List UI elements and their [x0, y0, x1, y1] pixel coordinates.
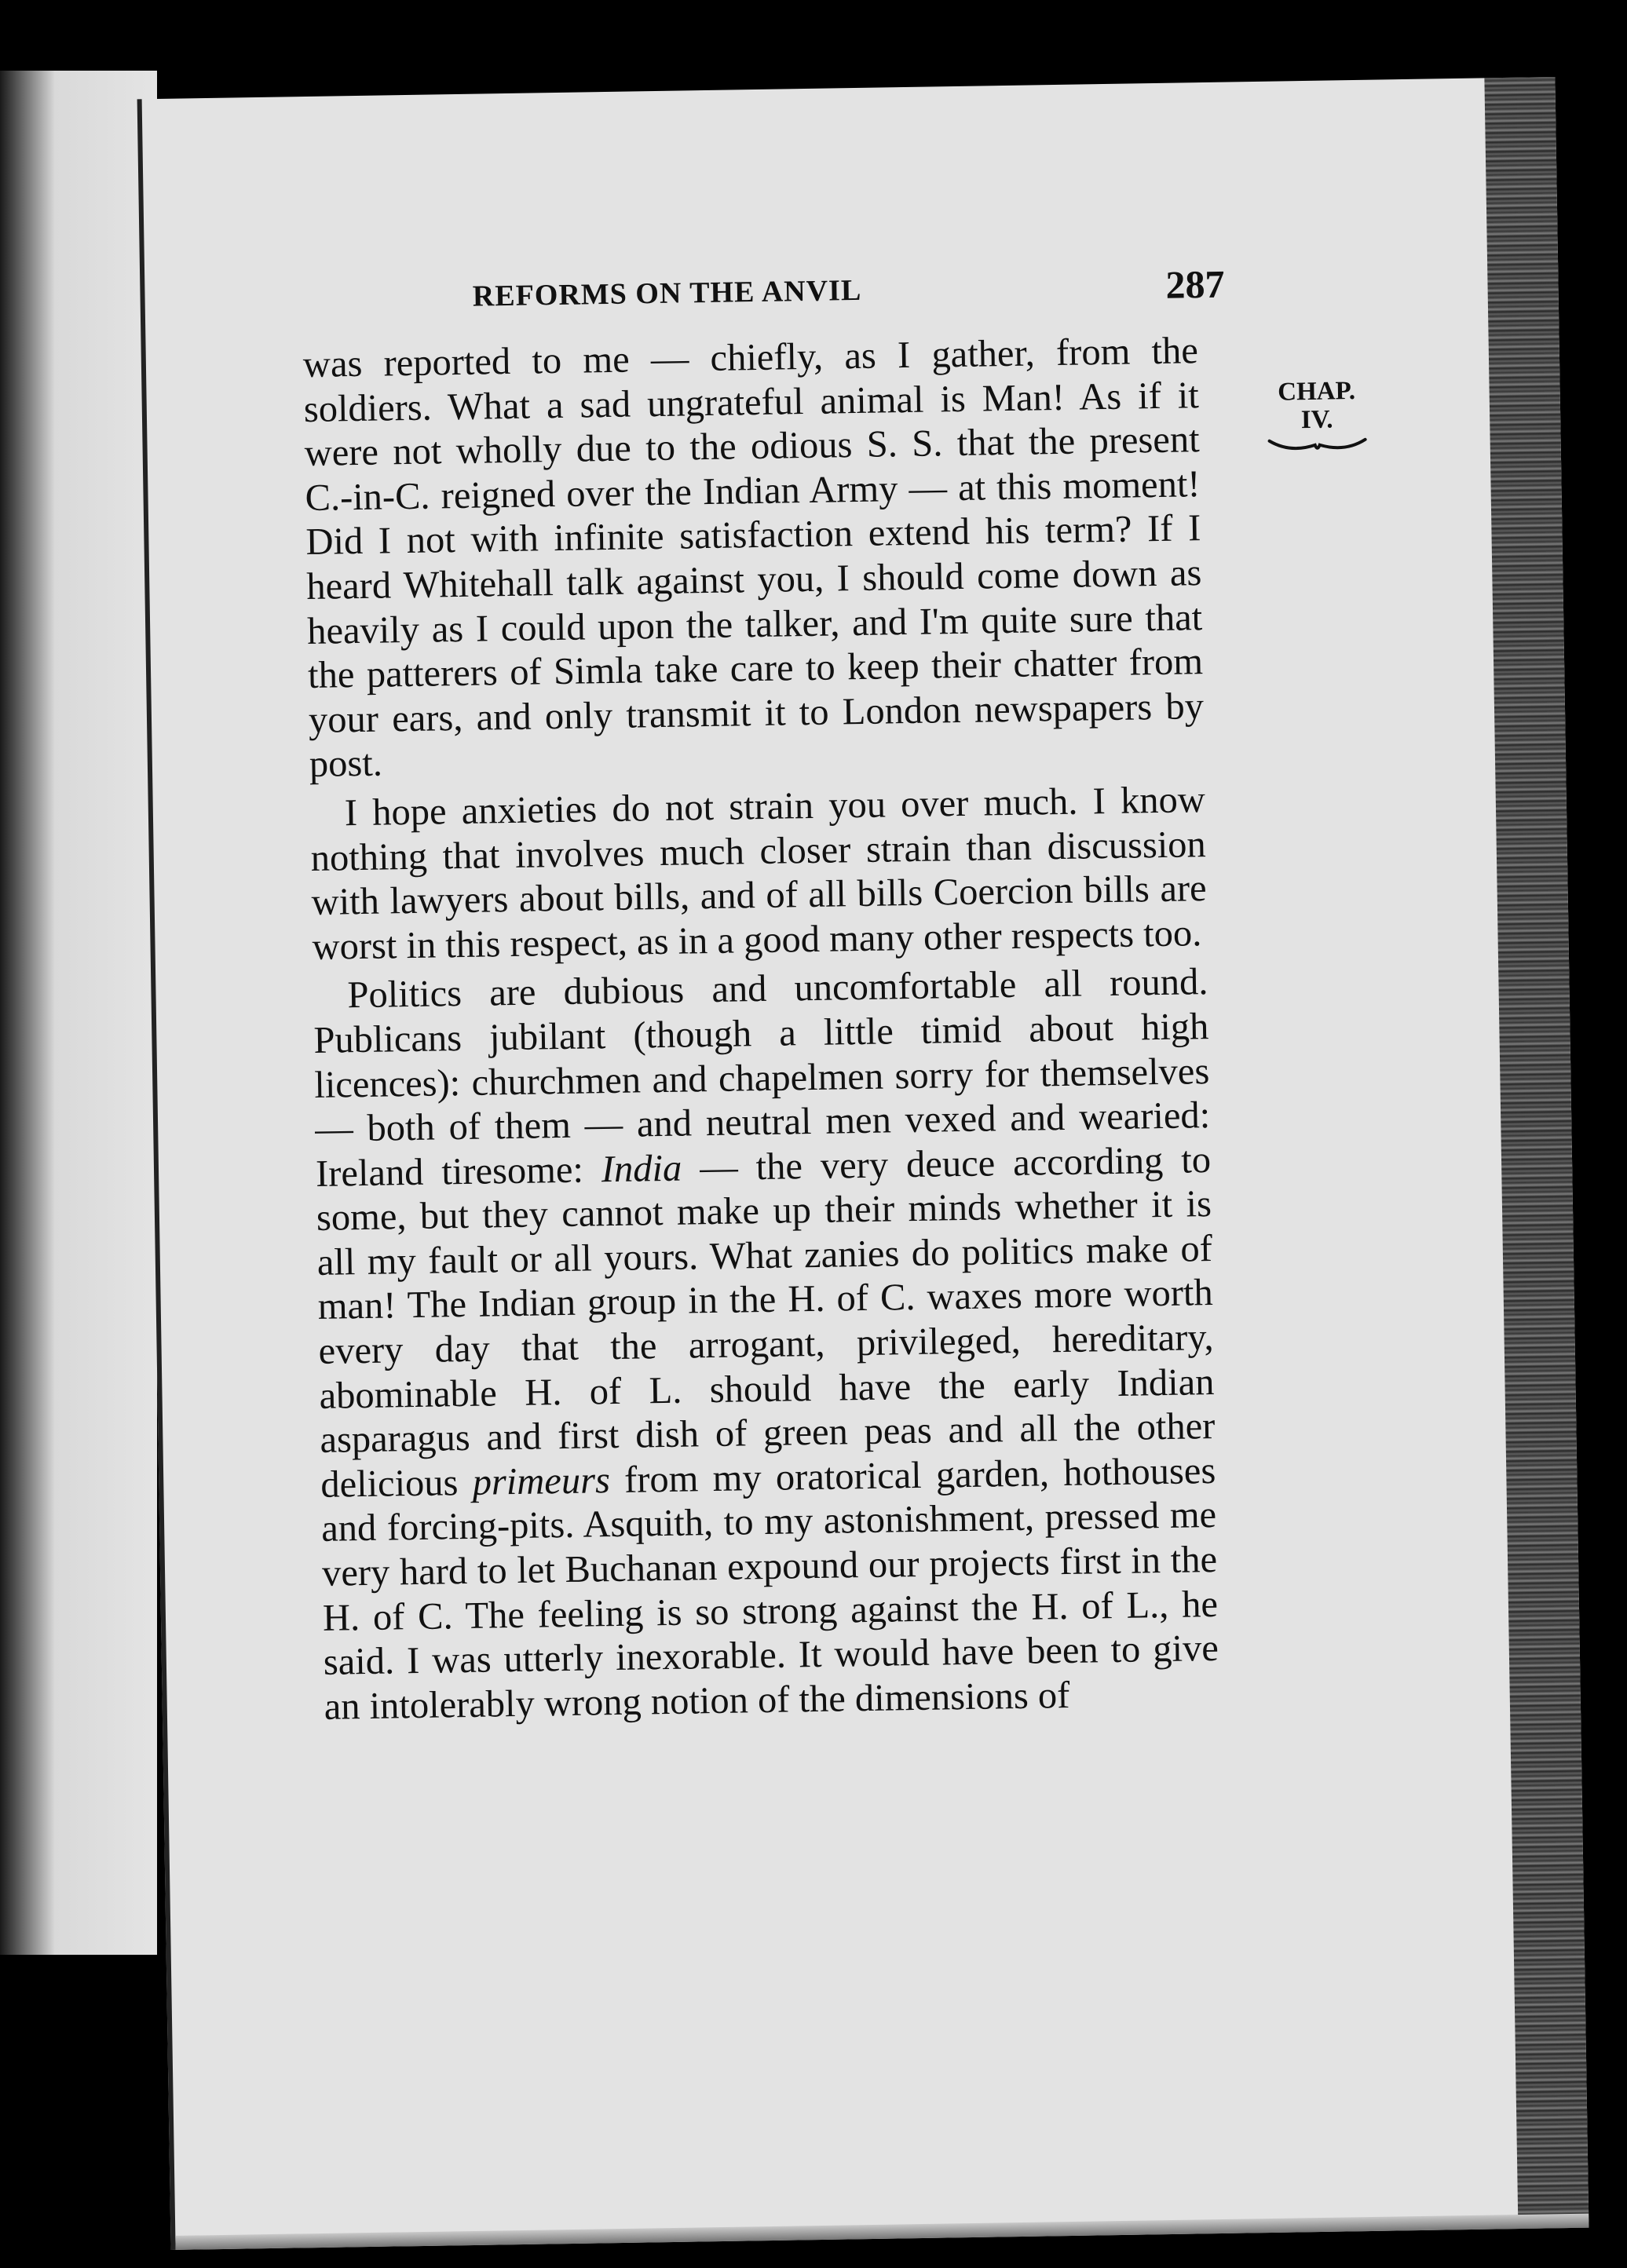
- page-binding-edge: [1484, 77, 1589, 2229]
- paragraph-2: I hope anxieties do not strain you over much. I know nothing that involves much closer strain than discussion with lawyers about bills, and of all bills Coercion bills are worst in this respect, as in a good many other respects too.: [310, 779, 1207, 968]
- paragraph-3-text-c: from my oratorical garden, hothouses and forcing-pits. Asquith, to my astonishment, pressed me very hard to let Buchanan expound our projects first in the H. of C. The feeling is so strong against the H. of L., he said. I was utterly inexorable. It would have been to give an intolerably wrong notion of the dimensions of: [320, 1449, 1219, 1728]
- flourish-icon: [1267, 435, 1369, 455]
- chapter-number: IV.: [1300, 405, 1333, 435]
- page-bottom-edge: [175, 2214, 1589, 2250]
- paragraph-3-text-b: — the very deuce according to some, but they cannot make up their minds whether it is all my fault or all yours. What zanies do politics make of man! The Indian group in the H. of C. waxes more worth every day that the arrogant, privileged, hereditary, abominable H. of L. should have the early Indian asparagus and first dish of green peas and all the other delicious: [316, 1138, 1216, 1506]
- paragraph-3-italic-primeurs: primeurs: [472, 1459, 611, 1503]
- page-number: 287: [1165, 261, 1225, 307]
- previous-page-edge: [0, 71, 157, 1955]
- paragraph-1: was reported to me — chiefly, as I gather, from the soldiers. What a sad ungrateful animal is Man! As if it were not wholly due to the odious S. S. that the present C.-in-C. reigned over the Indian Army — at this moment! Did I not with infinite satisfaction extend his term? If I heard Whitehall talk against you, I should come down as heavily as I could upon the talker, and I'm quite sure that the patterers of Simla take care to keep their chatter from your ears, and only transmit it to London newspapers by post.: [302, 330, 1205, 786]
- paragraph-3: [313, 960, 1219, 1729]
- body-text: [302, 329, 1219, 1729]
- paragraph-3-italic-india: India: [601, 1147, 682, 1190]
- chapter-margin-note: [1245, 376, 1388, 455]
- book-page: [137, 77, 1589, 2250]
- chapter-label: CHAP.: [1277, 377, 1356, 407]
- paragraph-3-text-a: Politics are dubious and uncomfortable all round. Publicans jubilant (though a little timid about high licences): churchmen and chapelmen sorry for themselves — both of them — and neutral men vexed and wearied: Ireland tiresome:: [313, 961, 1211, 1195]
- running-head: REFORMS ON THE ANVIL: [472, 273, 862, 313]
